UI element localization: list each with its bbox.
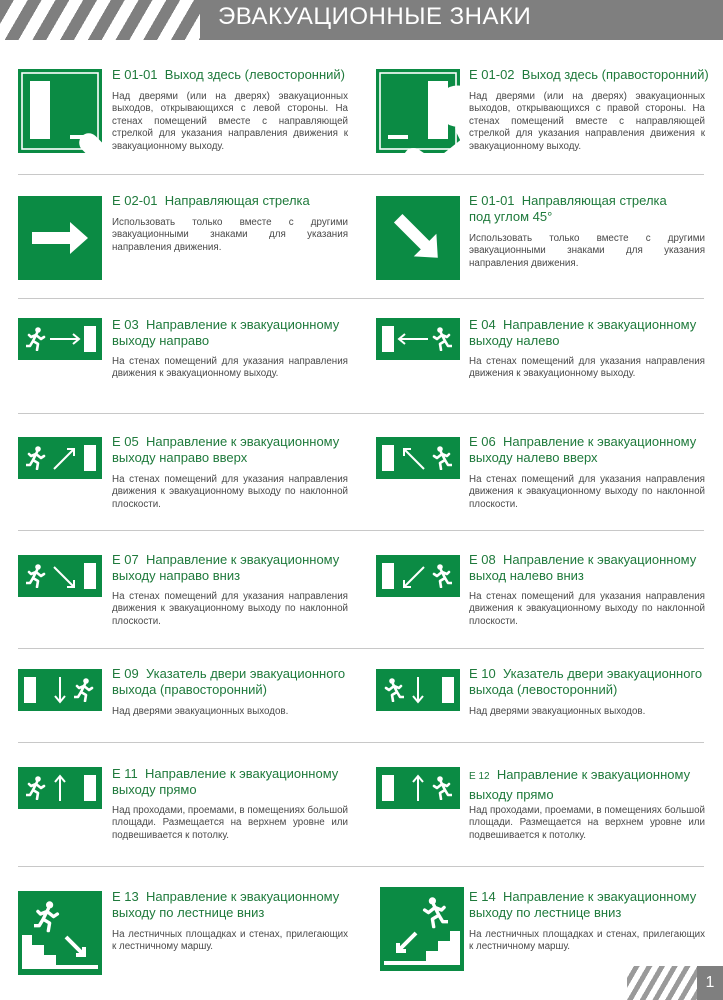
section-divider bbox=[18, 413, 704, 414]
sign-description: Использовать только вместе с другими эвакуационными знаками для указания направления движения. bbox=[469, 233, 705, 269]
sign-description: Использовать только вместе с другими эвакуационными знаками для указания направления движения. bbox=[112, 217, 348, 253]
section-divider bbox=[18, 742, 704, 743]
sign-title: E 14 Направление к эвакуационному выходу по лестнице вниз bbox=[469, 889, 697, 920]
sign-title: E 03 Направление к эвакуационному выходу направо bbox=[112, 317, 340, 348]
exit-direction-left-icon bbox=[376, 318, 460, 360]
header-stripes bbox=[0, 0, 200, 40]
section-divider bbox=[18, 298, 704, 299]
exit-direction-right-down-icon bbox=[18, 555, 102, 597]
arrow-right-icon bbox=[18, 196, 102, 280]
sign-title: E 02-01 Направляющая стрелка bbox=[112, 193, 310, 208]
exit-door-right-icon bbox=[376, 69, 460, 153]
stairs-down-right-icon bbox=[18, 891, 102, 975]
sign-title: E 01-01 Выход здесь (левосторонний) bbox=[112, 67, 346, 82]
sign-description: На стенах помещений для указания направления движения к эвакуационному выходу. bbox=[112, 356, 348, 380]
exit-door-left-icon bbox=[18, 69, 102, 153]
sign-description: На стенах помещений для указания направления движения к эвакуационному выходу. bbox=[469, 356, 705, 380]
exit-straight-right-icon bbox=[376, 767, 460, 809]
sign-description: На лестничных площадках и стенах, прилегающих к лестничному маршу. bbox=[469, 929, 705, 953]
exit-direction-right-icon bbox=[18, 318, 102, 360]
arrow-diagonal-down-right-icon bbox=[376, 196, 460, 280]
page-title: ЭВАКУАЦИОННЫЕ ЗНАКИ bbox=[218, 3, 532, 30]
sign-description: Над проходами, проемами, в помещениях большой площади. Размещается на верхнем уровне или подвешивается к потолку. bbox=[469, 805, 705, 841]
sign-title: E 10 Указатель двери эвакуационного выхода (левосторонний) bbox=[469, 666, 703, 697]
exit-direction-left-up-icon bbox=[376, 437, 460, 479]
page-number: 1 bbox=[697, 966, 723, 1000]
section-divider bbox=[18, 530, 704, 531]
sign-description: На лестничных площадках и стенах, прилегающих к лестничному маршу. bbox=[112, 929, 348, 953]
exit-direction-left-down-icon bbox=[376, 555, 460, 597]
sign-title: E 09 Указатель двери эвакуационного выхода (правосторонний) bbox=[112, 666, 346, 697]
footer-stripes bbox=[627, 966, 697, 1000]
sign-title: E 13 Направление к эвакуационному выходу по лестнице вниз bbox=[112, 889, 340, 920]
sign-description: На стенах помещений для указания направления движения к эвакуационному выходу по наклонной плоскости. bbox=[112, 474, 348, 510]
sign-title: E 07 Направление к эвакуационному выходу направо вниз bbox=[112, 552, 340, 583]
section-divider bbox=[18, 648, 704, 649]
stairs-down-left-icon bbox=[380, 887, 464, 971]
sign-title: E 04 Направление к эвакуационному выходу налево bbox=[469, 317, 697, 348]
sign-title: E 06 Направление к эвакуационному выходу налево вверх bbox=[469, 434, 697, 465]
sign-title: E 08 Направление к эвакуационному выход налево вниз bbox=[469, 552, 697, 583]
section-divider bbox=[18, 174, 704, 175]
exit-straight-left-icon bbox=[18, 767, 102, 809]
sign-description: Над дверями (или на дверях) эвакуационных выходов, открывающихся с левой стороны. На стенах помещений вместе с направляющей стрелкой для указания направления движения к эвакуационному выходу. bbox=[112, 91, 348, 152]
exit-direction-right-up-icon bbox=[18, 437, 102, 479]
sign-title: E 01-02 Выход здесь (правосторонний) bbox=[469, 67, 709, 82]
sign-description: Над дверями (или на дверях) эвакуационных выходов, открывающихся с правой стороны. На стенах помещений вместе с направляющей стрелкой для указания направления движения к эвакуационному выходу. bbox=[469, 91, 705, 152]
sign-title: E 01-01 Направляющая стрелка под углом 45° bbox=[469, 193, 667, 224]
sign-title: E 11 Направление к эвакуационному выходу прямо bbox=[112, 766, 339, 797]
sign-description: Над дверями эвакуационных выходов. bbox=[469, 706, 646, 717]
sign-title: E 12 Направление к эвакуационному выходу прямо bbox=[469, 767, 691, 802]
section-divider bbox=[18, 866, 704, 867]
sign-description: Над проходами, проемами, в помещениях большой площади. Размещается на верхнем уровне или подвешивается к потолку. bbox=[112, 805, 348, 841]
exit-door-indicator-right-icon bbox=[18, 669, 102, 711]
sign-description: На стенах помещений для указания направления движения к эвакуационному выходу по наклонной плоскости. bbox=[112, 591, 348, 627]
sign-title: E 05 Направление к эвакуационному выходу направо вверх bbox=[112, 434, 340, 465]
sign-description: Над дверями эвакуационных выходов. bbox=[112, 706, 289, 717]
page-header bbox=[0, 0, 723, 40]
sign-description: На стенах помещений для указания направления движения к эвакуационному выходу по наклонной плоскости. bbox=[469, 591, 705, 627]
sign-description: На стенах помещений для указания направления движения к эвакуационному выходу по наклонной плоскости. bbox=[469, 474, 705, 510]
exit-door-indicator-left-icon bbox=[376, 669, 460, 711]
